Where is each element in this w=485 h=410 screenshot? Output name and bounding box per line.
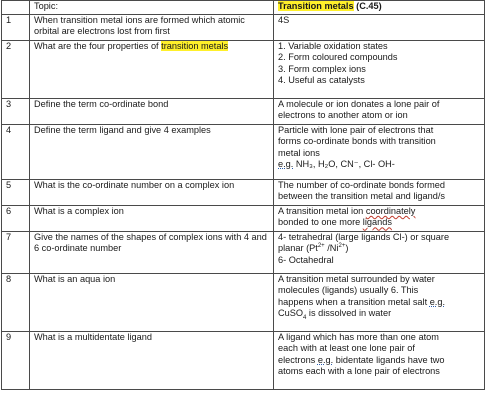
row-number: 7 <box>2 232 30 274</box>
eg-abbrev: e.g. <box>429 296 446 307</box>
table-row <box>2 332 485 390</box>
spellcheck-word: ligands <box>362 217 392 228</box>
answer-cell: A ligand which has more than one atom each with at least one lone pair of electrons e.g. bidentate ligands have two atoms each with a lone pair of electrons <box>274 332 485 390</box>
topic-label: Topic: <box>30 1 274 15</box>
table-row <box>2 180 485 206</box>
title-highlight: Transition metals <box>278 1 354 11</box>
answer-cell: A molecule or ion donates a lone pair of electrons to another atom or ion <box>274 99 485 125</box>
row-number: 1 <box>2 15 30 41</box>
question-highlight: transition metals <box>161 41 229 51</box>
question-cell: When transition metal ions are formed which atomic orbital are electrons lost from first <box>30 15 274 41</box>
table-row <box>2 274 485 332</box>
question-cell: What is the co-ordinate number on a complex ion <box>30 180 274 206</box>
answer-cell: A transition metal surrounded by water molecules (ligands) usually 6. This happens when a transition metal salt e.g. CuSO$_4$ is dissolved in water <box>274 274 485 332</box>
header-row <box>2 1 485 15</box>
answer-cell: 1. Variable oxidation states 2. Form coloured compounds 3. Form complex ions 4. Useful as catalysts <box>274 41 485 99</box>
table-row <box>2 232 485 274</box>
answer-cell: 4S <box>274 15 485 41</box>
table-row <box>2 125 485 180</box>
row-number: 3 <box>2 99 30 125</box>
eg-abbrev: e.g. <box>317 354 334 365</box>
answer-cell: The number of co-ordinate bonds formed between the transition metal and ligand/s <box>274 180 485 206</box>
question-cell: Define the term ligand and give 4 examples <box>30 125 274 180</box>
table-row <box>2 15 485 41</box>
question-cell: What is a multidentate ligand <box>30 332 274 390</box>
row-number: 8 <box>2 274 30 332</box>
header-num-cell <box>2 1 30 15</box>
question-cell: What is an aqua ion <box>30 274 274 332</box>
table-row <box>2 206 485 232</box>
row-number: 2 <box>2 41 30 99</box>
row-number: 5 <box>2 180 30 206</box>
question-cell: Define the term co-ordinate bond <box>30 99 274 125</box>
eg-abbrev: e.g. <box>278 158 294 169</box>
question-cell: What is a complex ion <box>30 206 274 232</box>
title-code: (C.45) <box>356 1 382 11</box>
answer-cell: Particle with lone pair of electrons that forms co-ordinate bonds with transition metal ions e.g. NH₃, H₂O, CN⁻, Cl- OH- <box>274 125 485 180</box>
row-number: 9 <box>2 332 30 390</box>
table-row <box>2 99 485 125</box>
row-number: 4 <box>2 125 30 180</box>
question-cell: What are the four properties of transition metals <box>30 41 274 99</box>
revision-table <box>1 0 485 390</box>
question-cell: Give the names of the shapes of complex ions with 4 and 6 co-ordinate number <box>30 232 274 274</box>
spellcheck-word: coordinately <box>365 206 416 216</box>
row-number: 6 <box>2 206 30 232</box>
sheet-title <box>274 1 485 15</box>
answer-cell: 4- tetrahedral (large ligands Cl-) or square planar ($Pt^{2+}$ $/Ni^{2+}$) 6- Octahedral <box>274 232 485 274</box>
table-row <box>2 41 485 99</box>
answer-cell: A transition metal ion coordinately bonded to one more ligands <box>274 206 485 232</box>
